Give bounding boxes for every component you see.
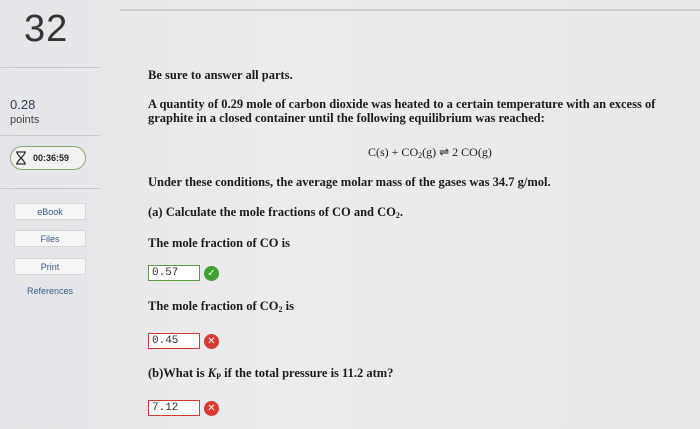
mole-fraction-co2-text (148, 299, 294, 314)
top-border (120, 9, 700, 11)
divider (0, 188, 100, 189)
part-a-subscript: 2 (395, 211, 400, 220)
kp-symbol: K (207, 366, 217, 380)
score-value: 0.28 (10, 97, 36, 112)
part-a-label: (a) Calculate the mole fractions of CO and CO (148, 205, 396, 219)
score-unit: points (10, 114, 40, 126)
question-number: 32 (24, 8, 69, 50)
print-button[interactable]: Print (14, 258, 86, 275)
mole-fraction-co-label: The mole fraction of CO is (148, 236, 290, 250)
references-button[interactable]: References (26, 285, 74, 296)
answer-co-field[interactable]: 0.57 (148, 265, 200, 281)
x-icon: ✕ (204, 401, 219, 416)
timer-badge (10, 146, 86, 170)
part-a-text: (a) Calculate the mole fractions of CO and $CO_2$. (148, 205, 404, 220)
kp-subscript: P (216, 372, 221, 381)
x-icon: ✕ (204, 334, 219, 349)
equation-left: C(s) + CO (368, 145, 419, 159)
equation-subscript: 2 (418, 151, 423, 160)
timer-text: 00:36:59 (33, 153, 70, 163)
mole-fraction-co2-suffix: is (285, 299, 294, 313)
equilibrium-equation (368, 145, 492, 160)
mole-fraction-co2-label: The mole fraction of CO (148, 299, 279, 313)
part-b-prefix: (b)What is (148, 366, 208, 380)
divider (0, 67, 100, 68)
instruction-text: Be sure to answer all parts. (148, 68, 293, 82)
divider (0, 135, 100, 136)
ebook-button[interactable]: eBook (14, 203, 86, 220)
files-button[interactable]: Files (14, 230, 86, 247)
co2-subscript: 2 (278, 305, 283, 314)
answer-kp-field[interactable]: 7.12 (148, 400, 200, 416)
part-b-suffix: if the total pressure is 11.2 atm? (224, 366, 394, 380)
equation-mid: (g) (422, 145, 437, 159)
hourglass-icon (15, 151, 27, 165)
equation-right: 2 CO(g) (452, 145, 492, 159)
conditions-text: Under these conditions, the average molar mass of the gases was 34.7 g/mol. (148, 175, 551, 189)
part-b-text (148, 366, 393, 381)
intro-line-1: A quantity of 0.29 mole of carbon dioxide was heated to a certain temperature with an excess of (148, 97, 656, 111)
equilibrium-arrow-icon: ⇌ (439, 145, 450, 159)
answer-co2-field[interactable]: 0.45 (148, 333, 200, 349)
check-icon: ✓ (204, 266, 219, 281)
intro-line-2: graphite in a closed container until the following equilibrium was reached: (148, 111, 545, 125)
